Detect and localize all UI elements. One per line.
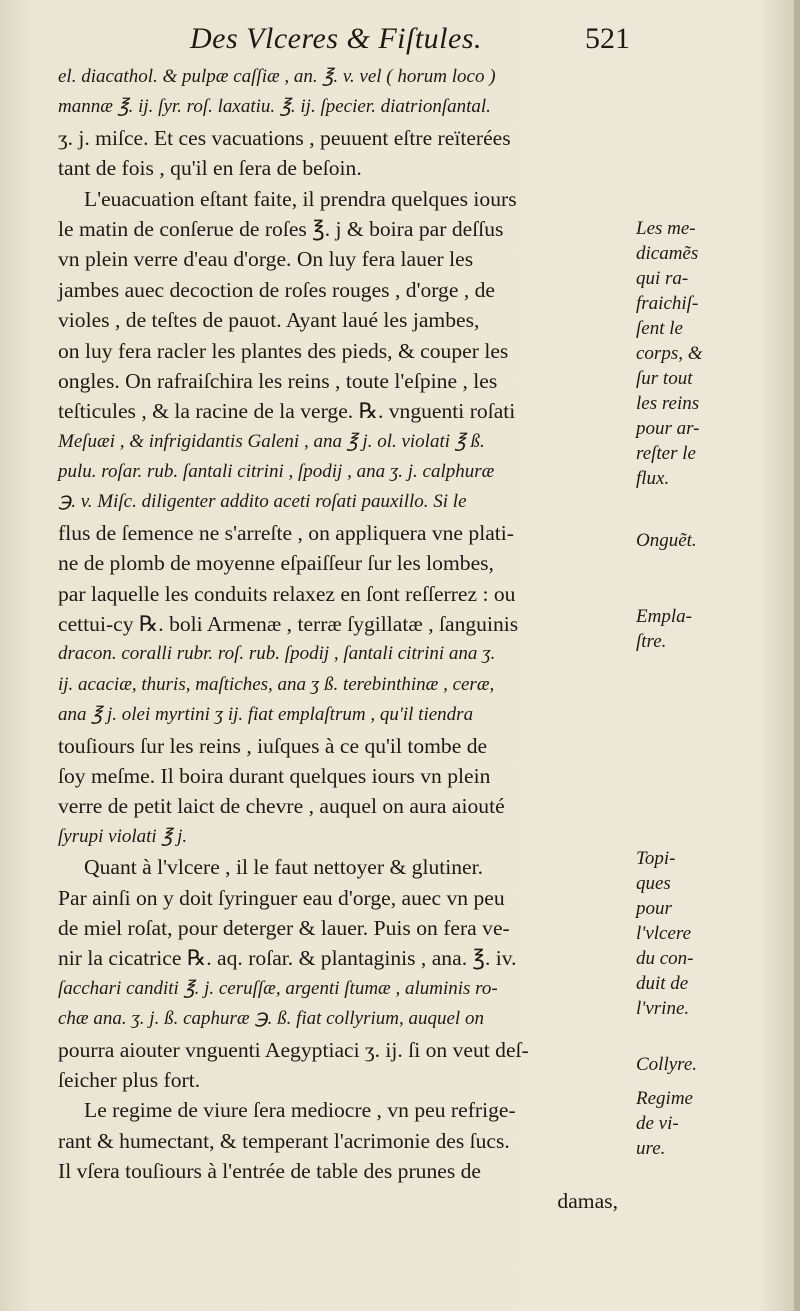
- text-line: cettui-cy ℞. boli Armenæ , terræ ſygillatæ , ſanguinis: [58, 612, 519, 637]
- margin-note-line: l'vrine.: [636, 998, 690, 1019]
- text-line: mannæ ℥. ij. ſyr. roſ. laxatiu. ℥. ij. ſpecier. diatrionſantal.: [58, 96, 491, 118]
- margin-note-line: pour ar-: [636, 418, 700, 439]
- text-line: touſiours ſur les reins , iuſques à ce qu'il tombe de: [58, 733, 488, 758]
- catchword: damas,: [557, 1189, 618, 1214]
- text-line: ſacchari canditi ℥. j. ceruſſæ, argenti ſtumæ , aluminis ro-: [58, 977, 498, 999]
- margin-note-line: Collyre.: [636, 1054, 698, 1075]
- running-head-title: Des Vlceres & Fiſtules.: [190, 22, 482, 55]
- text-line: Il vſera touſiours à l'entrée de table des prunes de: [58, 1159, 482, 1184]
- text-line: nir la cicatrice ℞. aq. roſar. & plantaginis , ana. ℥. iv.: [58, 946, 517, 971]
- margin-note-line: Empla-: [636, 606, 692, 627]
- text-line: ana ℥ j. olei myrtini ʒ ij. fiat emplaſtrum , qu'il tiendra: [58, 704, 474, 726]
- margin-note-regimen: [636, 1086, 786, 1161]
- margin-note-line: corps, &: [636, 343, 703, 364]
- text-line: jambes auec decoction de roſes rouges , d'orge , de: [58, 277, 496, 302]
- text-line: pourra aiouter vnguenti Aegyptiaci ʒ. ij. ſi on veut deſ-: [58, 1037, 529, 1062]
- paragraph-1: [58, 62, 630, 184]
- text-line: ij. acaciæ, thuris, maſtiches, ana ʒ ß. terebinthinæ , ceræ,: [58, 673, 495, 695]
- margin-note-line: reſter le: [636, 443, 696, 464]
- margin-note-line: les reins: [636, 393, 700, 414]
- text-line: ℈. v. Miſc. diligenter addito aceti roſati pauxillo. Si le: [58, 491, 467, 513]
- margin-note-line: Onguẽt.: [636, 530, 697, 551]
- text-line: L'euacuation eſtant faite, il prendra quelques iours: [84, 186, 517, 211]
- margin-note-line: Les me-: [636, 218, 696, 239]
- text-line: teſticules , & la racine de la verge. ℞. vnguenti roſati: [58, 399, 516, 424]
- margin-note-line: qui ra-: [636, 268, 689, 289]
- text-line: Le regime de viure ſera mediocre , vn peu refrige-: [84, 1098, 516, 1123]
- text-line: pulu. roſar. rub. ſantali citrini , ſpodij , ana ʒ. j. calphuræ: [58, 461, 495, 483]
- margin-note-line: Topi-: [636, 848, 676, 869]
- text-line: ʒ. j. miſce. Et ces vacuations , peuuent eſtre reïterées: [58, 125, 511, 150]
- text-line: ſoy meſme. Il boira durant quelques iours vn plein: [58, 763, 491, 788]
- margin-note-line: du con-: [636, 948, 694, 969]
- margin-note-line: l'vlcere: [636, 923, 692, 944]
- margin-note-line: ure.: [636, 1138, 666, 1159]
- text-line: tant de fois , qu'il en ſera de beſoin.: [58, 156, 362, 181]
- text-line: ſyrupi violati ℥ j.: [58, 825, 188, 847]
- text-line: violes , de teſtes de pauot. Ayant laué les jambes,: [58, 308, 480, 333]
- paragraph-3: [58, 852, 630, 1095]
- margin-note-line: ques: [636, 873, 671, 894]
- text-line: dracon. coralli rubr. roſ. rub. ſpodij , ſantali citrini ana ʒ.: [58, 643, 496, 665]
- text-line: ne de plomb de moyenne eſpaiſſeur ſur les lombes,: [58, 551, 494, 576]
- text-line: Quant à l'vlcere , il le faut nettoyer & glutiner.: [84, 855, 484, 880]
- text-line: vn plein verre d'eau d'orge. On luy fera lauer les: [58, 247, 474, 272]
- text-line: ongles. On rafraiſchira les reins , toute l'eſpine , les: [58, 368, 498, 393]
- text-line: Meſuæi , & infrigidantis Galeni , ana ℥ j. ol. violati ℥ ß.: [58, 430, 485, 452]
- margin-note-line: dicamẽs: [636, 243, 699, 264]
- margin-note-remedies: [636, 216, 786, 491]
- margin-note-line: duit de: [636, 973, 689, 994]
- margin-note-line: fraichiſ-: [636, 293, 699, 314]
- margin-note-line: de vi-: [636, 1113, 679, 1134]
- text-line: de miel roſat, pour deterger & lauer. Puis on fera ve-: [58, 915, 510, 940]
- text-line: verre de petit laict de chevre , auquel on aura aiouté: [58, 794, 505, 819]
- text-line: on luy fera racler les plantes des pieds, & couper les: [58, 338, 509, 363]
- margin-note-line: flux.: [636, 468, 670, 489]
- text-line: par laquelle les conduits relaxez en ſont reſſerrez : ou: [58, 581, 516, 606]
- margin-note-line: ſtre.: [636, 631, 667, 652]
- text-line: Par ainſi on y doit ſyringuer eau d'orge, auec vn peu: [58, 885, 505, 910]
- margin-note-topicals: [636, 846, 786, 1021]
- page-number: 521: [585, 22, 630, 55]
- text-line: flus de ſemence ne s'arreſte , on appliquera vne plati-: [58, 520, 514, 545]
- margin-note-plaster: [636, 604, 786, 654]
- text-line: chæ ana. ʒ. j. ß. caphuræ ℈. ß. fiat collyrium, auquel on: [58, 1008, 484, 1030]
- text-line: le matin de conſerue de roſes ℥. j & boira par deſſus: [58, 216, 504, 241]
- margin-note-line: ſur tout: [636, 368, 693, 389]
- margin-note-line: pour: [636, 898, 672, 919]
- paragraph-4: [58, 1095, 630, 1217]
- text-line: ſeicher plus fort.: [58, 1067, 201, 1092]
- margin-note-ointment: [636, 528, 786, 553]
- paragraph-2: [58, 184, 630, 853]
- margin-note-collyrium: [636, 1052, 786, 1077]
- main-text-block: [58, 62, 630, 1217]
- text-line: rant & humectant, & temperant l'acrimonie des ſucs.: [58, 1128, 510, 1153]
- margin-note-line: Regime: [636, 1088, 693, 1109]
- text-line: el. diacathol. & pulpæ caſſiæ , an. ℥. v. vel ( horum loco ): [58, 66, 496, 87]
- running-head: [190, 22, 630, 62]
- margin-note-line: ſent le: [636, 318, 683, 339]
